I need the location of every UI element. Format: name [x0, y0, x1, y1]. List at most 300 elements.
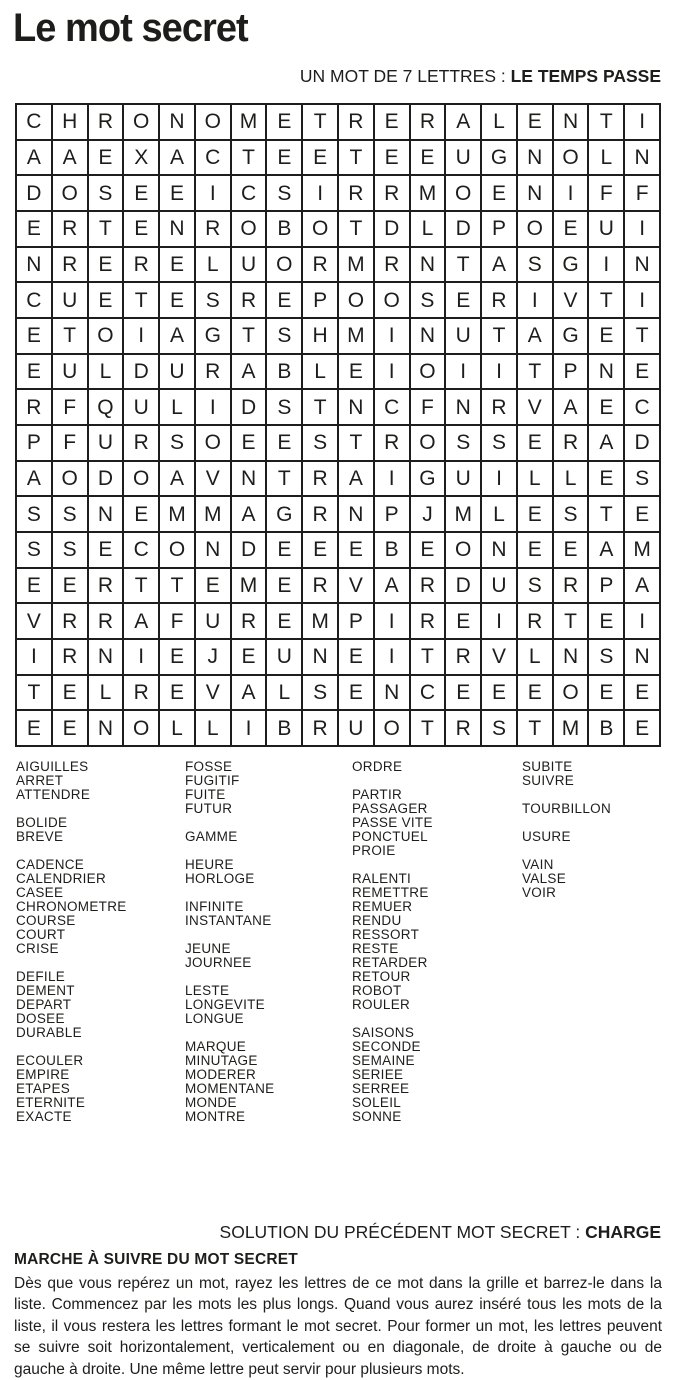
- grid-cell[interactable]: D: [17, 176, 51, 210]
- grid-cell[interactable]: A: [160, 319, 194, 353]
- grid-cell[interactable]: T: [17, 676, 51, 710]
- grid-cell[interactable]: C: [411, 676, 445, 710]
- grid-cell[interactable]: P: [554, 355, 588, 389]
- grid-cell[interactable]: R: [17, 390, 51, 424]
- grid-cell[interactable]: P: [589, 569, 623, 603]
- grid-cell[interactable]: M: [160, 497, 194, 531]
- word-item[interactable]: RETARDER: [352, 955, 428, 970]
- word-item[interactable]: FUGITIF: [185, 773, 240, 788]
- grid-cell[interactable]: A: [589, 533, 623, 567]
- grid-cell[interactable]: L: [89, 676, 123, 710]
- grid-cell[interactable]: E: [17, 355, 51, 389]
- grid-cell[interactable]: I: [17, 640, 51, 674]
- grid-cell[interactable]: I: [625, 105, 659, 139]
- grid-cell[interactable]: N: [160, 212, 194, 246]
- grid-cell[interactable]: U: [196, 604, 230, 638]
- grid-cell[interactable]: R: [303, 497, 337, 531]
- grid-cell[interactable]: E: [375, 105, 409, 139]
- grid-cell[interactable]: E: [267, 283, 301, 317]
- grid-cell[interactable]: F: [53, 390, 87, 424]
- word-item[interactable]: CRISE: [16, 941, 59, 956]
- grid-cell[interactable]: R: [303, 248, 337, 282]
- word-item[interactable]: INSTANTANE: [185, 913, 272, 928]
- grid-cell[interactable]: O: [196, 426, 230, 460]
- grid-cell[interactable]: R: [339, 176, 373, 210]
- grid-cell[interactable]: M: [232, 105, 266, 139]
- grid-cell[interactable]: E: [89, 283, 123, 317]
- word-item[interactable]: INFINITE: [185, 899, 244, 914]
- grid-cell[interactable]: R: [554, 569, 588, 603]
- grid-cell[interactable]: M: [411, 176, 445, 210]
- grid-cell[interactable]: U: [53, 355, 87, 389]
- grid-cell[interactable]: D: [625, 426, 659, 460]
- grid-cell[interactable]: N: [339, 497, 373, 531]
- grid-cell[interactable]: L: [196, 711, 230, 745]
- grid-cell[interactable]: O: [232, 212, 266, 246]
- grid-cell[interactable]: H: [53, 105, 87, 139]
- grid-cell[interactable]: A: [375, 569, 409, 603]
- grid-cell[interactable]: E: [518, 533, 552, 567]
- grid-cell[interactable]: T: [339, 141, 373, 175]
- grid-cell[interactable]: E: [589, 604, 623, 638]
- grid-cell[interactable]: S: [267, 176, 301, 210]
- grid-cell[interactable]: V: [518, 390, 552, 424]
- word-item[interactable]: SEMAINE: [352, 1053, 415, 1068]
- grid-cell[interactable]: T: [554, 604, 588, 638]
- grid-cell[interactable]: S: [267, 319, 301, 353]
- grid-cell[interactable]: N: [303, 640, 337, 674]
- grid-cell[interactable]: R: [53, 640, 87, 674]
- grid-cell[interactable]: I: [625, 283, 659, 317]
- grid-cell[interactable]: E: [446, 604, 480, 638]
- grid-cell[interactable]: E: [89, 141, 123, 175]
- word-item[interactable]: RENDU: [352, 913, 402, 928]
- grid-cell[interactable]: U: [267, 640, 301, 674]
- grid-cell[interactable]: N: [232, 462, 266, 496]
- grid-cell[interactable]: T: [89, 212, 123, 246]
- grid-cell[interactable]: N: [375, 676, 409, 710]
- grid-cell[interactable]: O: [124, 462, 158, 496]
- grid-cell[interactable]: R: [232, 604, 266, 638]
- grid-cell[interactable]: I: [375, 355, 409, 389]
- word-item[interactable]: SUIVRE: [522, 773, 575, 788]
- word-item[interactable]: SECONDE: [352, 1039, 421, 1054]
- grid-cell[interactable]: I: [232, 711, 266, 745]
- word-item[interactable]: EXACTE: [16, 1109, 72, 1124]
- grid-cell[interactable]: S: [267, 390, 301, 424]
- grid-cell[interactable]: A: [232, 676, 266, 710]
- grid-cell[interactable]: E: [589, 462, 623, 496]
- grid-cell[interactable]: I: [446, 355, 480, 389]
- grid-cell[interactable]: N: [89, 640, 123, 674]
- grid-cell[interactable]: T: [267, 462, 301, 496]
- grid-cell[interactable]: E: [124, 176, 158, 210]
- grid-cell[interactable]: E: [303, 533, 337, 567]
- word-item[interactable]: VOIR: [522, 885, 557, 900]
- grid-cell[interactable]: S: [518, 569, 552, 603]
- grid-cell[interactable]: M: [303, 604, 337, 638]
- grid-cell[interactable]: R: [339, 105, 373, 139]
- grid-cell[interactable]: E: [339, 355, 373, 389]
- word-item[interactable]: DURABLE: [16, 1025, 82, 1040]
- grid-cell[interactable]: J: [411, 497, 445, 531]
- grid-cell[interactable]: P: [375, 497, 409, 531]
- grid-cell[interactable]: U: [89, 426, 123, 460]
- grid-cell[interactable]: E: [589, 676, 623, 710]
- grid-cell[interactable]: E: [411, 533, 445, 567]
- word-item[interactable]: DEPART: [16, 997, 72, 1012]
- grid-cell[interactable]: E: [232, 640, 266, 674]
- grid-cell[interactable]: E: [554, 212, 588, 246]
- grid-cell[interactable]: E: [267, 426, 301, 460]
- grid-cell[interactable]: D: [124, 355, 158, 389]
- grid-cell[interactable]: U: [446, 462, 480, 496]
- grid-cell[interactable]: O: [554, 141, 588, 175]
- grid-cell[interactable]: I: [625, 604, 659, 638]
- grid-cell[interactable]: M: [446, 497, 480, 531]
- grid-cell[interactable]: R: [124, 426, 158, 460]
- word-item[interactable]: MONDE: [185, 1095, 237, 1110]
- grid-cell[interactable]: T: [303, 390, 337, 424]
- grid-cell[interactable]: E: [160, 283, 194, 317]
- grid-cell[interactable]: C: [17, 283, 51, 317]
- grid-cell[interactable]: N: [482, 533, 516, 567]
- grid-cell[interactable]: R: [375, 248, 409, 282]
- grid-cell[interactable]: U: [232, 248, 266, 282]
- grid-cell[interactable]: O: [124, 105, 158, 139]
- grid-cell[interactable]: I: [589, 248, 623, 282]
- grid-cell[interactable]: R: [196, 355, 230, 389]
- grid-cell[interactable]: T: [589, 283, 623, 317]
- grid-cell[interactable]: O: [160, 533, 194, 567]
- grid-cell[interactable]: L: [411, 212, 445, 246]
- grid-cell[interactable]: N: [625, 640, 659, 674]
- word-item[interactable]: SUBITE: [522, 759, 573, 774]
- grid-cell[interactable]: F: [160, 604, 194, 638]
- word-item[interactable]: MARQUE: [185, 1039, 247, 1054]
- grid-cell[interactable]: E: [267, 569, 301, 603]
- grid-cell[interactable]: A: [482, 248, 516, 282]
- word-item[interactable]: ETERNITE: [16, 1095, 86, 1110]
- grid-cell[interactable]: S: [303, 426, 337, 460]
- grid-cell[interactable]: T: [589, 497, 623, 531]
- grid-cell[interactable]: A: [17, 462, 51, 496]
- grid-cell[interactable]: R: [124, 676, 158, 710]
- grid-cell[interactable]: A: [554, 390, 588, 424]
- grid-cell[interactable]: A: [625, 569, 659, 603]
- word-item[interactable]: EMPIRE: [16, 1067, 70, 1082]
- grid-cell[interactable]: X: [124, 141, 158, 175]
- grid-cell[interactable]: N: [196, 533, 230, 567]
- grid-cell[interactable]: T: [339, 212, 373, 246]
- grid-cell[interactable]: E: [17, 711, 51, 745]
- grid-cell[interactable]: O: [375, 711, 409, 745]
- grid-cell[interactable]: M: [196, 497, 230, 531]
- grid-cell[interactable]: E: [625, 355, 659, 389]
- grid-cell[interactable]: N: [554, 105, 588, 139]
- grid-cell[interactable]: N: [554, 640, 588, 674]
- grid-cell[interactable]: P: [17, 426, 51, 460]
- grid-cell[interactable]: O: [518, 212, 552, 246]
- word-item[interactable]: SOLEIL: [352, 1095, 402, 1110]
- word-item[interactable]: MOMENTANE: [185, 1081, 275, 1096]
- grid-cell[interactable]: E: [625, 711, 659, 745]
- word-item[interactable]: LONGEVITE: [185, 997, 265, 1012]
- word-item[interactable]: MODERER: [185, 1067, 257, 1082]
- word-item[interactable]: RESSORT: [352, 927, 420, 942]
- word-item[interactable]: PROIE: [352, 843, 396, 858]
- grid-cell[interactable]: S: [411, 283, 445, 317]
- grid-cell[interactable]: O: [267, 248, 301, 282]
- word-item[interactable]: MONTRE: [185, 1109, 246, 1124]
- grid-cell[interactable]: E: [446, 676, 480, 710]
- word-item[interactable]: SERREE: [352, 1081, 410, 1096]
- grid-cell[interactable]: H: [303, 319, 337, 353]
- grid-cell[interactable]: T: [232, 319, 266, 353]
- grid-cell[interactable]: E: [160, 676, 194, 710]
- grid-cell[interactable]: E: [589, 319, 623, 353]
- grid-cell[interactable]: E: [482, 176, 516, 210]
- grid-cell[interactable]: N: [339, 390, 373, 424]
- grid-cell[interactable]: C: [232, 176, 266, 210]
- grid-cell[interactable]: U: [53, 283, 87, 317]
- grid-cell[interactable]: L: [89, 355, 123, 389]
- word-item[interactable]: CALENDRIER: [16, 871, 107, 886]
- grid-cell[interactable]: E: [53, 711, 87, 745]
- word-item[interactable]: ETAPES: [16, 1081, 71, 1096]
- word-item[interactable]: RALENTI: [352, 871, 412, 886]
- grid-cell[interactable]: D: [446, 212, 480, 246]
- grid-cell[interactable]: O: [411, 426, 445, 460]
- grid-cell[interactable]: E: [518, 497, 552, 531]
- grid-cell[interactable]: R: [375, 426, 409, 460]
- grid-cell[interactable]: R: [89, 569, 123, 603]
- word-item[interactable]: PASSE VITE: [352, 815, 433, 830]
- grid-cell[interactable]: I: [196, 176, 230, 210]
- grid-cell[interactable]: O: [446, 176, 480, 210]
- grid-cell[interactable]: L: [303, 355, 337, 389]
- grid-cell[interactable]: F: [411, 390, 445, 424]
- grid-cell[interactable]: E: [267, 141, 301, 175]
- grid-cell[interactable]: F: [53, 426, 87, 460]
- grid-cell[interactable]: R: [89, 105, 123, 139]
- grid-cell[interactable]: B: [267, 212, 301, 246]
- word-item[interactable]: CASEE: [16, 885, 64, 900]
- grid-cell[interactable]: E: [17, 319, 51, 353]
- grid-cell[interactable]: R: [53, 248, 87, 282]
- word-item[interactable]: PONCTUEL: [352, 829, 428, 844]
- grid-cell[interactable]: D: [232, 390, 266, 424]
- grid-cell[interactable]: L: [554, 462, 588, 496]
- word-item[interactable]: FUITE: [185, 787, 226, 802]
- grid-cell[interactable]: R: [554, 426, 588, 460]
- grid-cell[interactable]: A: [232, 355, 266, 389]
- grid-cell[interactable]: O: [446, 533, 480, 567]
- grid-cell[interactable]: E: [17, 212, 51, 246]
- word-item[interactable]: LONGUE: [185, 1011, 244, 1026]
- grid-cell[interactable]: R: [411, 569, 445, 603]
- word-item[interactable]: BOLIDE: [16, 815, 68, 830]
- grid-cell[interactable]: O: [124, 711, 158, 745]
- grid-cell[interactable]: N: [411, 248, 445, 282]
- grid-cell[interactable]: R: [196, 212, 230, 246]
- grid-cell[interactable]: E: [196, 569, 230, 603]
- grid-cell[interactable]: B: [589, 711, 623, 745]
- grid-cell[interactable]: A: [589, 426, 623, 460]
- grid-cell[interactable]: L: [267, 676, 301, 710]
- word-item[interactable]: DEFILE: [16, 969, 66, 984]
- grid-cell[interactable]: E: [232, 426, 266, 460]
- word-item[interactable]: AIGUILLES: [16, 759, 89, 774]
- grid-cell[interactable]: A: [160, 141, 194, 175]
- grid-cell[interactable]: G: [196, 319, 230, 353]
- word-item[interactable]: DOSEE: [16, 1011, 65, 1026]
- grid-cell[interactable]: M: [554, 711, 588, 745]
- grid-cell[interactable]: P: [482, 212, 516, 246]
- grid-cell[interactable]: D: [375, 212, 409, 246]
- grid-cell[interactable]: O: [89, 319, 123, 353]
- grid-cell[interactable]: O: [554, 676, 588, 710]
- word-item[interactable]: ROULER: [352, 997, 411, 1012]
- grid-cell[interactable]: V: [482, 640, 516, 674]
- grid-cell[interactable]: E: [267, 105, 301, 139]
- grid-cell[interactable]: S: [17, 497, 51, 531]
- grid-cell[interactable]: L: [160, 711, 194, 745]
- grid-cell[interactable]: O: [375, 283, 409, 317]
- grid-cell[interactable]: C: [375, 390, 409, 424]
- grid-cell[interactable]: N: [89, 497, 123, 531]
- grid-cell[interactable]: R: [303, 569, 337, 603]
- grid-cell[interactable]: T: [339, 426, 373, 460]
- grid-cell[interactable]: S: [196, 283, 230, 317]
- grid-cell[interactable]: G: [554, 319, 588, 353]
- grid-cell[interactable]: O: [53, 462, 87, 496]
- word-item[interactable]: ECOULER: [16, 1053, 84, 1068]
- grid-cell[interactable]: C: [124, 533, 158, 567]
- grid-cell[interactable]: B: [375, 533, 409, 567]
- grid-cell[interactable]: I: [554, 176, 588, 210]
- grid-cell[interactable]: R: [482, 283, 516, 317]
- grid-cell[interactable]: E: [124, 497, 158, 531]
- grid-cell[interactable]: E: [625, 676, 659, 710]
- grid-cell[interactable]: Q: [89, 390, 123, 424]
- grid-cell[interactable]: P: [303, 283, 337, 317]
- grid-cell[interactable]: V: [554, 283, 588, 317]
- grid-cell[interactable]: T: [411, 711, 445, 745]
- word-item[interactable]: CADENCE: [16, 857, 85, 872]
- word-item[interactable]: DEMENT: [16, 983, 75, 998]
- grid-cell[interactable]: E: [554, 533, 588, 567]
- grid-cell[interactable]: A: [124, 604, 158, 638]
- grid-cell[interactable]: E: [53, 569, 87, 603]
- grid-cell[interactable]: S: [554, 497, 588, 531]
- grid-cell[interactable]: T: [160, 569, 194, 603]
- grid-cell[interactable]: L: [482, 105, 516, 139]
- word-item[interactable]: RESTE: [352, 941, 399, 956]
- grid-cell[interactable]: N: [589, 355, 623, 389]
- grid-cell[interactable]: E: [89, 248, 123, 282]
- grid-cell[interactable]: I: [303, 176, 337, 210]
- grid-cell[interactable]: V: [339, 569, 373, 603]
- grid-cell[interactable]: D: [232, 533, 266, 567]
- grid-cell[interactable]: S: [53, 533, 87, 567]
- word-item[interactable]: TOURBILLON: [522, 801, 612, 816]
- grid-cell[interactable]: V: [196, 676, 230, 710]
- grid-cell[interactable]: N: [518, 141, 552, 175]
- grid-cell[interactable]: F: [589, 176, 623, 210]
- grid-cell[interactable]: G: [482, 141, 516, 175]
- grid-cell[interactable]: O: [411, 355, 445, 389]
- grid-cell[interactable]: M: [339, 319, 373, 353]
- grid-cell[interactable]: U: [482, 569, 516, 603]
- word-item[interactable]: JOURNEE: [185, 955, 252, 970]
- word-item[interactable]: VALSE: [522, 871, 567, 886]
- grid-cell[interactable]: N: [89, 711, 123, 745]
- grid-cell[interactable]: E: [518, 426, 552, 460]
- grid-cell[interactable]: I: [375, 640, 409, 674]
- grid-cell[interactable]: B: [267, 711, 301, 745]
- grid-cell[interactable]: E: [160, 640, 194, 674]
- grid-cell[interactable]: I: [375, 604, 409, 638]
- grid-cell[interactable]: E: [53, 676, 87, 710]
- word-item[interactable]: USURE: [522, 829, 571, 844]
- word-item[interactable]: COURSE: [16, 913, 76, 928]
- grid-cell[interactable]: T: [303, 105, 337, 139]
- grid-cell[interactable]: S: [17, 533, 51, 567]
- grid-cell[interactable]: C: [625, 390, 659, 424]
- grid-cell[interactable]: E: [267, 604, 301, 638]
- grid-cell[interactable]: R: [303, 462, 337, 496]
- grid-cell[interactable]: V: [17, 604, 51, 638]
- grid-cell[interactable]: E: [589, 390, 623, 424]
- grid-cell[interactable]: A: [339, 462, 373, 496]
- grid-cell[interactable]: E: [446, 283, 480, 317]
- word-item[interactable]: REMUER: [352, 899, 413, 914]
- grid-cell[interactable]: E: [303, 141, 337, 175]
- grid-cell[interactable]: R: [446, 640, 480, 674]
- grid-cell[interactable]: G: [554, 248, 588, 282]
- grid-cell[interactable]: T: [124, 569, 158, 603]
- grid-cell[interactable]: T: [53, 319, 87, 353]
- word-item[interactable]: ARRET: [16, 773, 64, 788]
- grid-cell[interactable]: I: [482, 462, 516, 496]
- grid-cell[interactable]: T: [518, 355, 552, 389]
- grid-cell[interactable]: L: [518, 462, 552, 496]
- grid-cell[interactable]: T: [446, 248, 480, 282]
- grid-cell[interactable]: N: [625, 141, 659, 175]
- grid-cell[interactable]: N: [411, 319, 445, 353]
- grid-cell[interactable]: I: [375, 319, 409, 353]
- grid-cell[interactable]: E: [89, 533, 123, 567]
- grid-cell[interactable]: E: [375, 141, 409, 175]
- grid-cell[interactable]: N: [17, 248, 51, 282]
- grid-cell[interactable]: R: [375, 176, 409, 210]
- word-item[interactable]: FOSSE: [185, 759, 233, 774]
- grid-cell[interactable]: R: [446, 711, 480, 745]
- grid-cell[interactable]: G: [411, 462, 445, 496]
- grid-cell[interactable]: L: [196, 248, 230, 282]
- word-item[interactable]: FUTUR: [185, 801, 233, 816]
- grid-cell[interactable]: S: [482, 426, 516, 460]
- grid-cell[interactable]: E: [17, 569, 51, 603]
- grid-cell[interactable]: S: [589, 640, 623, 674]
- word-item[interactable]: RETOUR: [352, 969, 411, 984]
- word-item[interactable]: ROBOT: [352, 983, 402, 998]
- grid-cell[interactable]: E: [339, 533, 373, 567]
- word-item[interactable]: VAIN: [522, 857, 554, 872]
- grid-cell[interactable]: A: [17, 141, 51, 175]
- grid-cell[interactable]: B: [267, 355, 301, 389]
